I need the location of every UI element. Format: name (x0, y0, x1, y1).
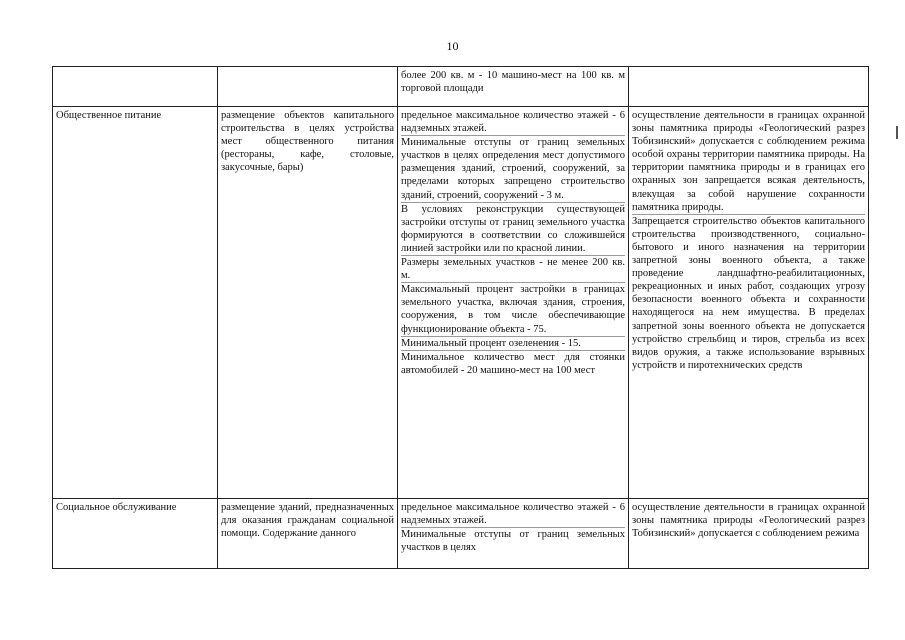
parameter-item: Максимальный процент застройки в границах земельного участка, включая здания, строения, сооружения, в том числе обеспечивающие функционирование объекта - 75. (401, 284, 625, 335)
parameter-item: Минимальные отступы от границ земельных участков в целях определения мест допустимого размещения зданий, строений, сооружений, за пределами которых запрещено строительство зданий, строений, сооружений - 3 м. (401, 137, 625, 201)
land-use-table (52, 66, 869, 569)
parameter-item: Минимальное количество мест для стоянки автомобилей - 20 машино-мест на 100 мест (401, 351, 625, 376)
parameters-cell (398, 107, 629, 499)
restriction-item: осуществление деятельности в границах охранной зоны памятника природы «Геологический разрез Тобизинский» допускается с соблюдением режима особой охраны территории памятника природы. На территории памятника природы и в границах его охранных зон запрещается всякая деятельность, влекущая за собой нарушение сохранности памятника природы. (632, 110, 865, 213)
use-cell: Социальное обслуживание (53, 499, 218, 569)
parameter-item: В условиях реконструкции существующей застройки отступы от границ земельного участка формируются в соответствии со сложившейся линией застройки или по красной линии. (401, 203, 625, 254)
use-cell: Общественное питание (53, 107, 218, 499)
parameters-cell (398, 67, 629, 107)
parameter-item: предельное максимальное количество этажей - 6 надземных этажей. (401, 110, 625, 135)
restrictions-cell (629, 499, 869, 569)
restriction-item: осуществление деятельности в границах охранной зоны памятника природы «Геологический разрез Тобизинский» допускается с соблюдением режима (632, 502, 865, 540)
restrictions-cell (629, 67, 869, 107)
scan-margin-mark (896, 126, 898, 139)
parameter-item: Минимальные отступы от границ земельных участков в целях (401, 529, 625, 554)
parameter-item: Размеры земельных участков - не менее 200 кв. м. (401, 257, 625, 282)
table-row (53, 499, 869, 569)
table-row (53, 107, 869, 499)
restrictions-cell (629, 107, 869, 499)
description-cell: размещение зданий, предназначенных для оказания гражданам социальной помощи. Содержание данного (218, 499, 398, 569)
description-cell (218, 67, 398, 107)
parameter-item: более 200 кв. м - 10 машино-мест на 100 кв. м торговой площади (401, 70, 625, 95)
parameter-item: Минимальный процент озеленения - 15. (401, 336, 625, 350)
description-cell: размещение объектов капитального строительства в целях устройства мест общественного питания (рестораны, кафе, столовые, закусочные, бары) (218, 107, 398, 499)
table-row (53, 67, 869, 107)
restriction-item: Запрещается строительство объектов капитального строительства производственного, социально-бытового и иного назначения на территории запретной зоны военного объекта, а также проведение ландшафтно-реабилитационных, рекреационных и иных работ, создающих угрозу безопасности военного объекта и сохранности находящегося на нем имущества. В пределах запретной зоны военного объекта не допускается устройство стрельбищ и тиров, стрельба из всех видов оружия, а также использование взрывных устройств и пиротехнических средств (632, 215, 865, 371)
use-cell (53, 67, 218, 107)
parameter-item: предельное максимальное количество этажей - 6 надземных этажей. (401, 502, 625, 527)
page-number: 10 (446, 39, 459, 53)
parameters-cell (398, 499, 629, 569)
